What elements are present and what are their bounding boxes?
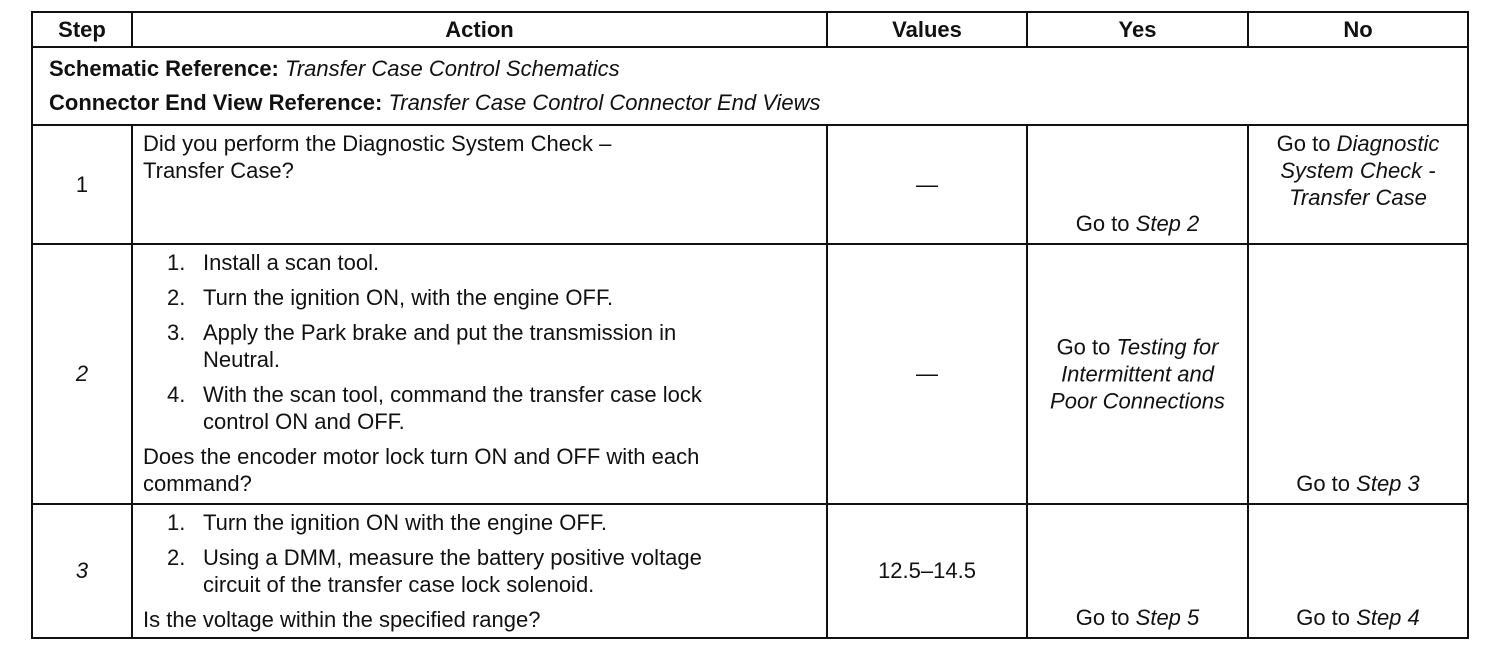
header-step: Step (32, 12, 132, 47)
no-cell (1248, 125, 1468, 244)
action-cell (132, 504, 827, 638)
yes-cell (1027, 244, 1248, 504)
header-values: Values (827, 12, 1027, 47)
question-text: Did you perform the Diagnostic System Check – Transfer Case? (143, 131, 612, 183)
question-text: Does the encoder motor lock turn ON and OFF with each command? (143, 444, 700, 496)
reference-row (32, 47, 1468, 125)
connector-reference: Connector End View Reference: Transfer Case Control Connector End Views (49, 90, 821, 115)
question-text: Is the voltage within the specified range? (143, 607, 541, 632)
list-item: 3. Apply the Park brake and put the transmission in Neutral. (167, 320, 677, 372)
schematic-reference: Schematic Reference: Transfer Case Control Schematics (49, 56, 620, 81)
connector-reference-link[interactable]: Transfer Case Control Connector End Views (388, 90, 821, 115)
list-item: 1. Install a scan tool. (167, 250, 380, 275)
diagnostic-table (31, 11, 1469, 639)
header-yes: Yes (1027, 12, 1248, 47)
list-item: 2. Turn the ignition ON, with the engine OFF. (167, 285, 614, 310)
step-number: 1 (32, 125, 132, 244)
no-cell: Go to Step 3 (1248, 244, 1468, 504)
no-cell: Go to Step 4 (1248, 504, 1468, 638)
table-row (32, 504, 1468, 638)
value-cell: — (827, 244, 1027, 504)
header-row (32, 12, 1468, 47)
yes-cell: Go to Step 2 (1027, 125, 1248, 244)
list-item: 1. Turn the ignition ON with the engine OFF. (167, 510, 607, 535)
yes-cell: Go to Step 5 (1027, 504, 1248, 638)
schematic-reference-link[interactable]: Transfer Case Control Schematics (285, 56, 620, 81)
instruction-list (143, 249, 816, 435)
goto-testing-intermittent-link[interactable]: Go to Testing for Intermittent and Poor Connections (1050, 334, 1225, 414)
instruction-list (143, 509, 816, 598)
table-row (32, 244, 1468, 504)
goto-step-3-link[interactable]: Step 3 (1356, 471, 1420, 496)
step-number: 2 (32, 244, 132, 504)
reference-cell (32, 47, 1468, 125)
value-cell: 12.5–14.5 (827, 504, 1027, 638)
list-item: 4. With the scan tool, command the transfer case lock control ON and OFF. (167, 382, 702, 434)
header-no: No (1248, 12, 1468, 47)
goto-step-4-link[interactable]: Step 4 (1356, 605, 1420, 630)
list-item: 2. Using a DMM, measure the battery positive voltage circuit of the transfer case lock solenoid. (167, 545, 702, 597)
header-action: Action (132, 12, 827, 47)
value-cell: — (827, 125, 1027, 244)
action-cell (132, 125, 827, 244)
step-number: 3 (32, 504, 132, 638)
goto-diagnostic-check-link[interactable]: Go to Diagnostic System Check - Transfer Case (1276, 131, 1440, 210)
table-row (32, 125, 1468, 244)
goto-step-5-link[interactable]: Step 5 (1135, 605, 1200, 630)
action-cell (132, 244, 827, 504)
goto-step-2-link[interactable]: Step 2 (1135, 211, 1200, 236)
